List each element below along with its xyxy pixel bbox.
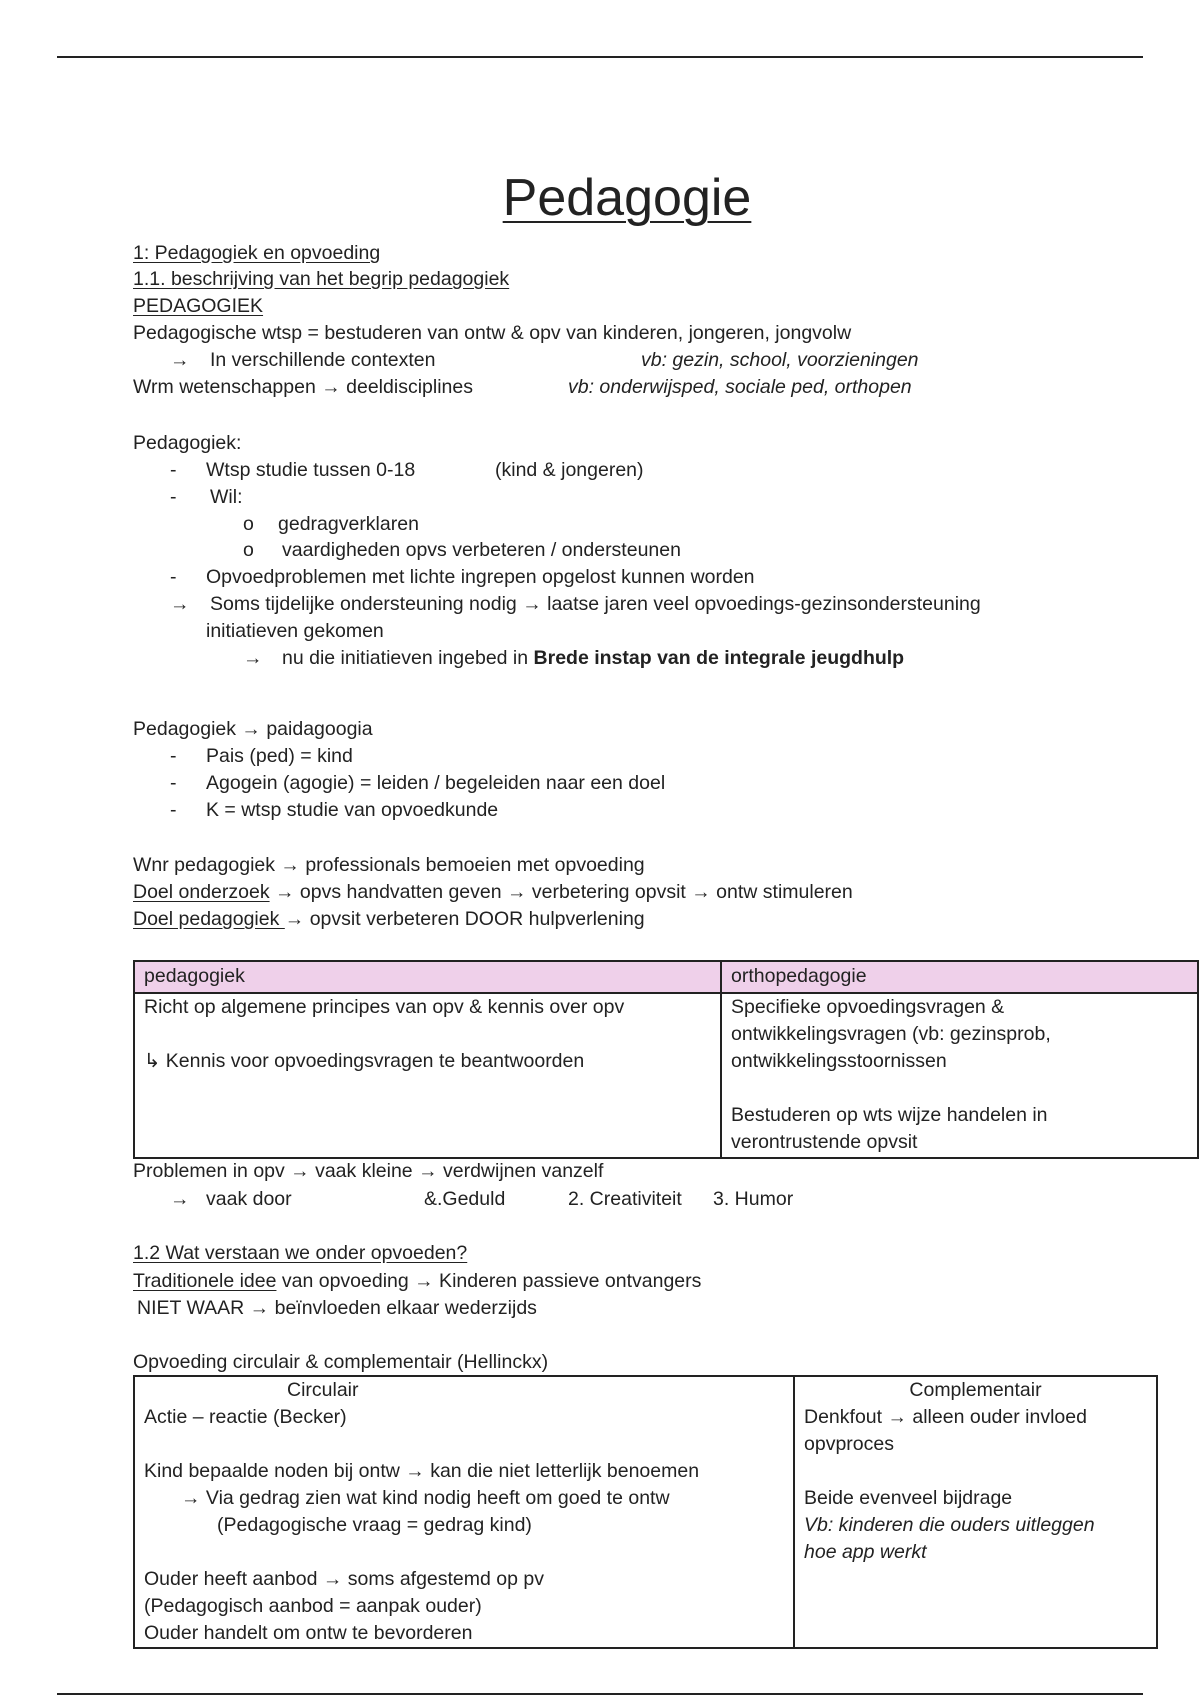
sub-list-item: gedragverklaren [278, 513, 419, 535]
arrow-icon: → [170, 593, 190, 615]
traditional-idea: Traditionele idee van opvoeding → Kinderen passieve ontvangers [133, 1270, 702, 1292]
page-title: Pedagogie [502, 169, 752, 227]
list-item: Agogein (agogie) = leiden / begeleiden naar een doel [206, 772, 666, 794]
dash-bullet: - [170, 566, 177, 588]
section-heading: 1.1. beschrijving van het begrip pedagogiek [133, 268, 510, 290]
arrow-icon: → [243, 647, 263, 669]
table-header: pedagogiek [134, 961, 721, 993]
table-header: orthopedagogie [721, 961, 1198, 993]
problems-via: vaak door [206, 1188, 292, 1210]
disciplines-line: Wrm wetenschappen → deeldisciplines [133, 376, 473, 398]
goals-line: Wnr pedagogiek → professionals bemoeien met opvoeding [133, 854, 645, 876]
dash-bullet: - [170, 745, 177, 767]
arrow-icon: → [170, 1188, 190, 1210]
list-item-continuation: initiatieven gekomen [206, 620, 384, 642]
dash-bullet: - [170, 772, 177, 794]
top-rule [57, 56, 1143, 58]
table-cell: Richt op algemene principes van opv & kennis over opv ↳ Kennis voor opvoedingsvragen te beantwoorden [134, 993, 721, 1158]
table-cell-circular: Circulair Actie – reactie (Becker) Kind bepaalde noden bij ontw → kan die niet letterlijk benoemen → Via gedrag zien wat kind nodig heeft om goed te ontw (Pedagogische vraag = gedrag kind) Ouder heeft aanbod → soms afgestemd op pv (Pedagogisch aanbod = aanpak ouder) Ouder handelt om ontw te bevorderen [134, 1376, 794, 1648]
contexts-example: vb: gezin, school, voorzieningen [641, 349, 919, 371]
list-item: Wil: [210, 486, 243, 508]
comparison-table [133, 960, 1199, 1159]
circular-heading: Opvoeding circulair & complementair (Hellinckx) [133, 1351, 549, 1373]
pedagogiek-label: Pedagogiek: [133, 432, 242, 454]
circle-bullet: o [243, 513, 254, 535]
list-item: Wtsp studie tussen 0-18 [206, 459, 416, 481]
disciplines-example: vb: onderwijsped, sociale ped, orthopen [568, 376, 912, 398]
chapter-heading: 1: Pedagogiek en opvoeding [133, 242, 381, 264]
problems-line: Problemen in opv → vaak kleine → verdwijnen vanzelf [133, 1160, 604, 1182]
quality-item: 3. Humor [713, 1188, 794, 1210]
keyword-heading: PEDAGOGIEK [133, 295, 264, 317]
circular-complementary-table [133, 1375, 1158, 1649]
etymology-heading: Pedagogiek → paidagoogia [133, 718, 373, 740]
dash-bullet: - [170, 486, 177, 508]
quality-item: 2. Creativiteit [568, 1188, 682, 1210]
nested-arrow-item: nu die initiatieven ingebed in Brede instap van de integrale jeugdhulp [282, 647, 905, 669]
section-heading: 1.2 Wat verstaan we onder opvoeden? [133, 1242, 468, 1264]
list-item: K = wtsp studie van opvoedkunde [206, 799, 499, 821]
column-heading: Circulair [287, 1379, 359, 1401]
dash-bullet: - [170, 459, 177, 481]
bottom-rule [57, 1693, 1143, 1695]
table-cell: Specifieke opvoedingsvragen & ontwikkelingsvragen (vb: gezinsprob, ontwikkelingsstoornissen Bestuderen op wts wijze handelen in verontrustende opvsit [721, 993, 1198, 1158]
arrow-icon: → [170, 349, 190, 371]
not-true-line: NIET WAAR → beïnvloeden elkaar wederzijds [137, 1297, 537, 1319]
list-item-note: (kind & jongeren) [495, 459, 644, 481]
list-item: Opvoedproblemen met lichte ingrepen opgelost kunnen worden [206, 566, 755, 588]
definition-line: Pedagogische wtsp = bestuderen van ontw & opv van kinderen, jongeren, jongvolw [133, 322, 852, 344]
table-cell-complementary: Complementair Denkfout → alleen ouder invloed opvproces Beide evenveel bijdrage Vb: kinderen die ouders uitleggen hoe app werkt [794, 1376, 1157, 1648]
contexts-line: In verschillende contexten [210, 349, 436, 371]
dash-bullet: - [170, 799, 177, 821]
goal-research: Doel onderzoek → opvs handvatten geven → verbetering opvsit → ontw stimuleren [133, 881, 853, 903]
quality-item: &.Geduld [424, 1188, 506, 1210]
list-item: Pais (ped) = kind [206, 745, 353, 767]
circle-bullet: o [243, 539, 254, 561]
goal-pedagogiek: Doel pedagogiek → opvsit verbeteren DOOR hulpverlening [133, 908, 645, 930]
sub-list-item: vaardigheden opvs verbeteren / ondersteunen [282, 539, 681, 561]
column-heading: Complementair [909, 1379, 1042, 1401]
list-item: Soms tijdelijke ondersteuning nodig → laatse jaren veel opvoedings-gezinsondersteuning [210, 593, 981, 615]
